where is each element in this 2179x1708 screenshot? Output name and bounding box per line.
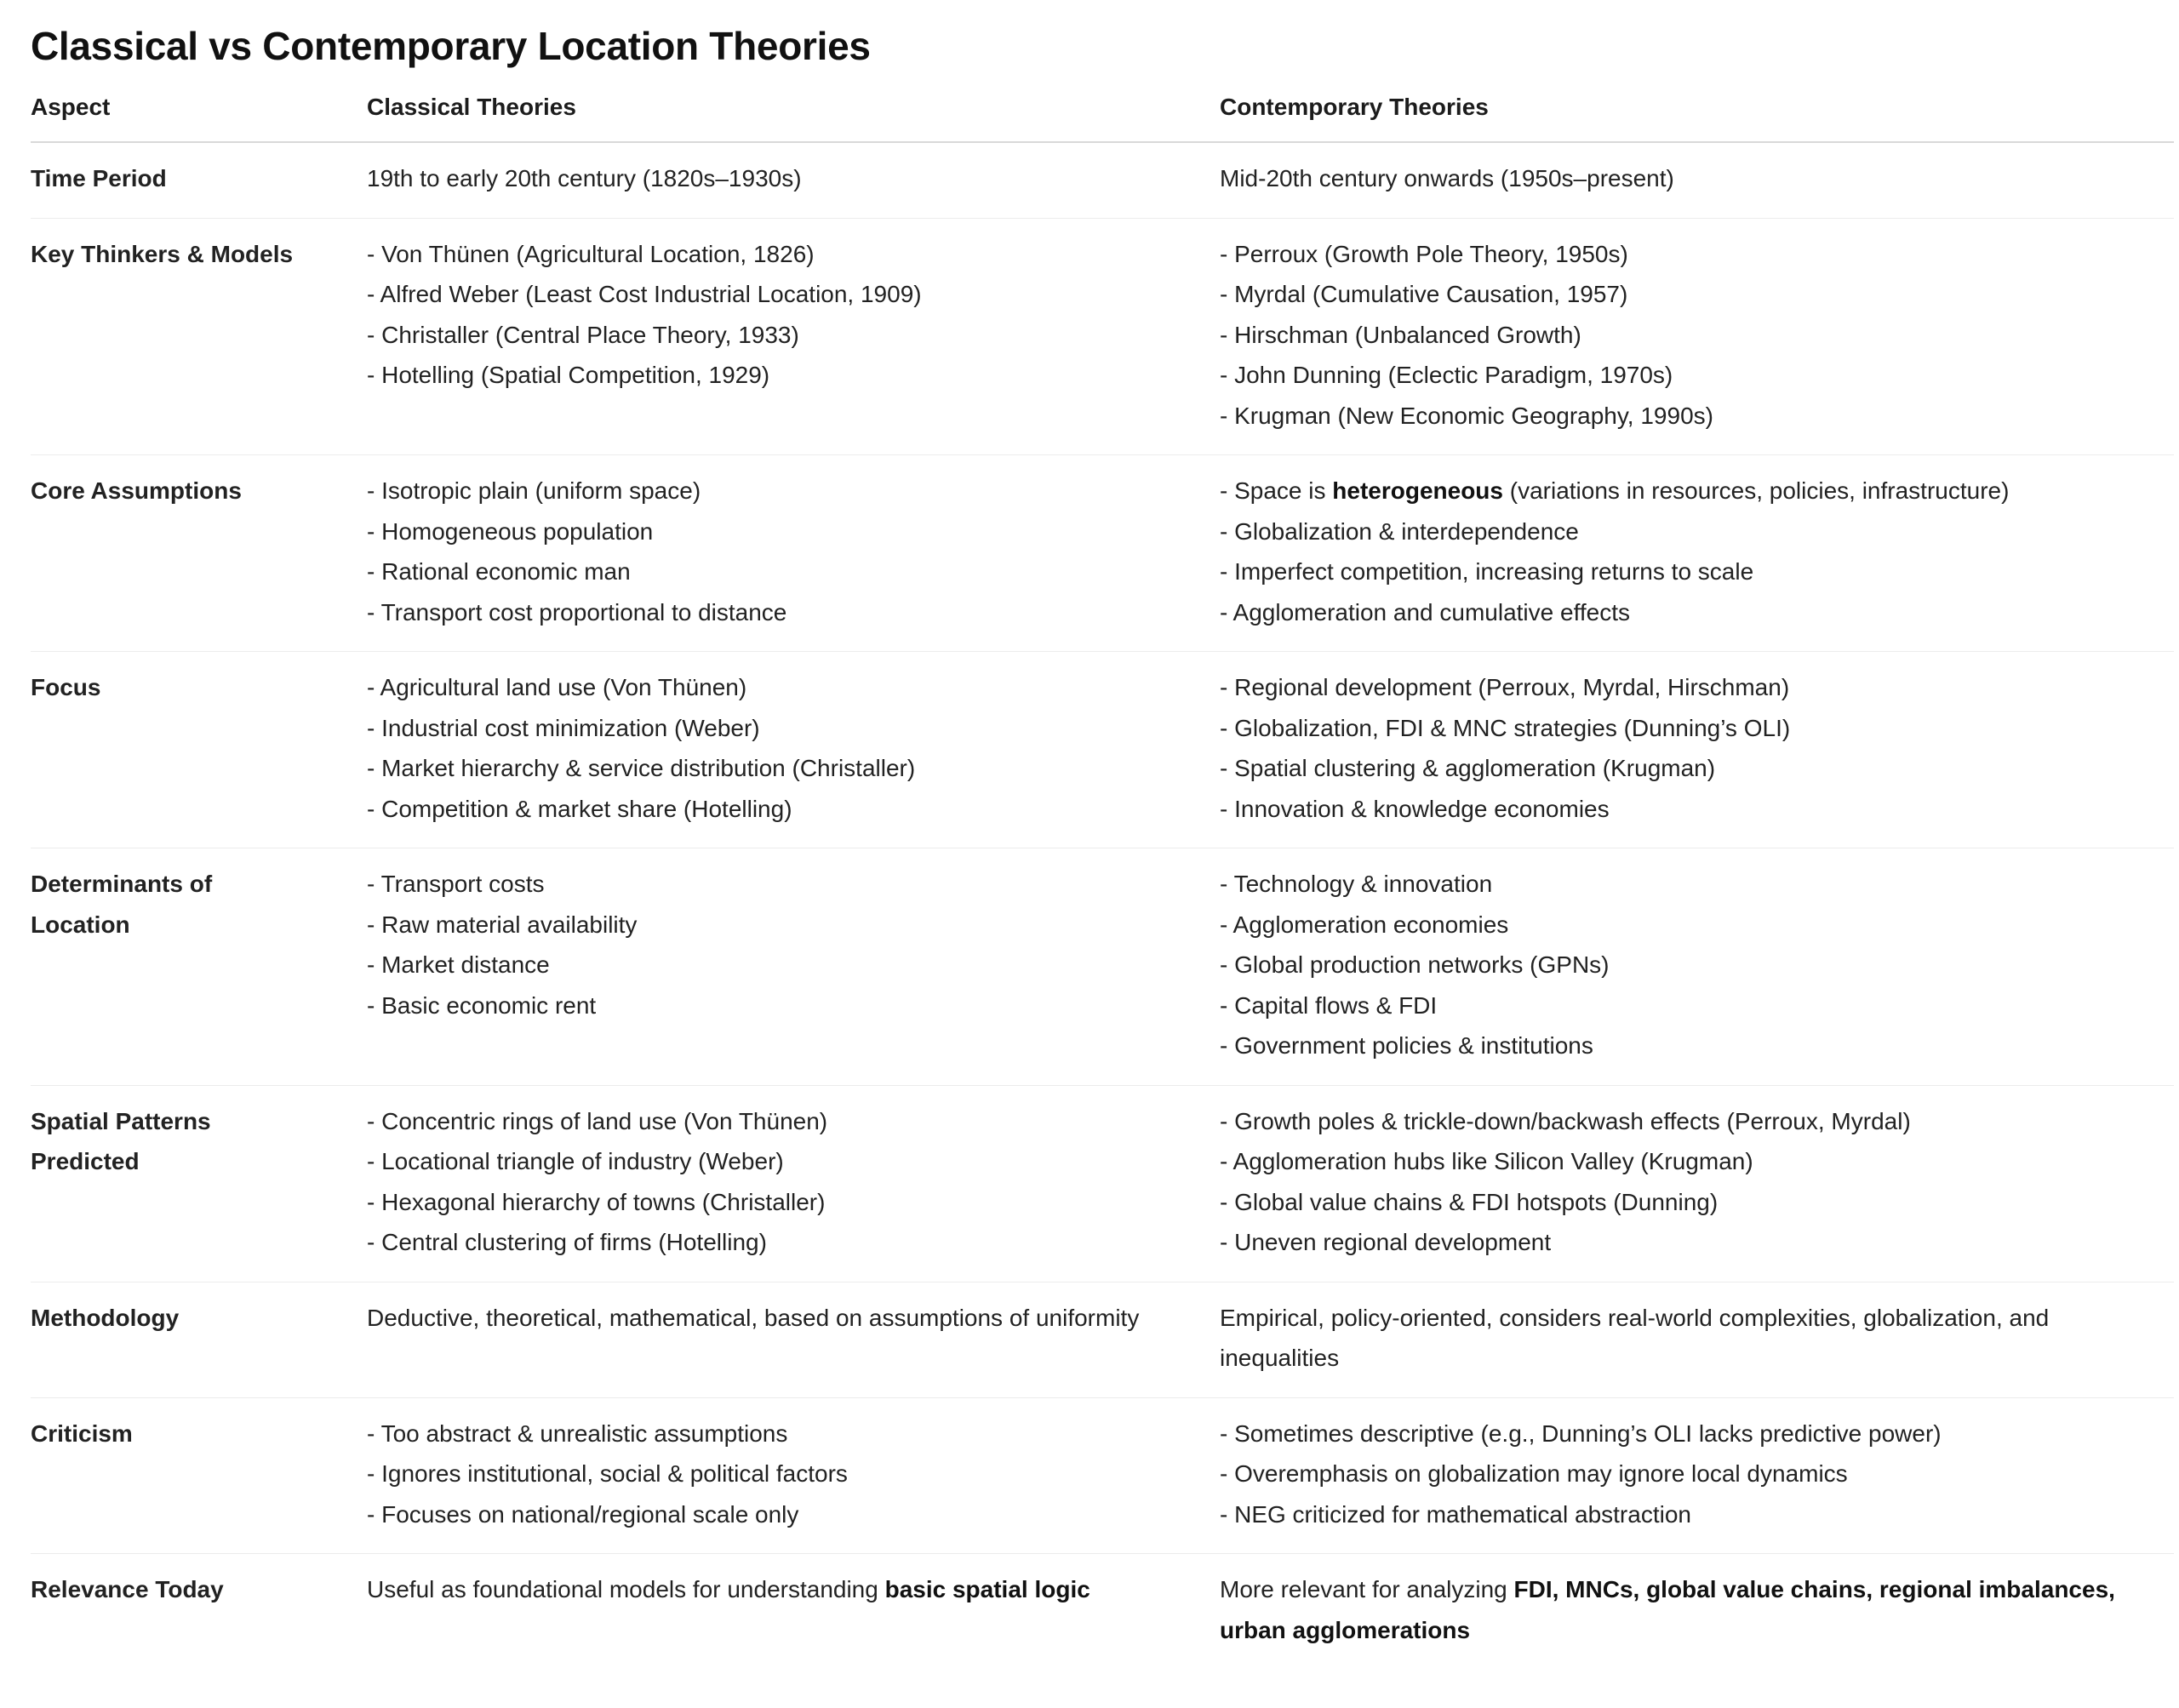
list-item: - Hirschman (Unbalanced Growth): [1220, 321, 1581, 348]
list-item: - John Dunning (Eclectic Paradigm, 1970s): [1220, 362, 1673, 388]
table-row: [31, 1554, 2174, 1670]
emphasis-text: basic spatial logic: [884, 1576, 1090, 1602]
contemporary-cell: [1220, 455, 2174, 652]
contemporary-cell: [1220, 652, 2174, 848]
list-item: - Christaller (Central Place Theory, 1933): [367, 321, 799, 348]
list-item: - Regional development (Perroux, Myrdal, Hirschman): [1220, 674, 1790, 700]
classical-text: [367, 1569, 1203, 1610]
list-item-text: - Space is: [1220, 477, 1333, 504]
list-item: - Innovation & knowledge economies: [1220, 795, 1610, 822]
table-row: [31, 1085, 2174, 1282]
comparison-table: [31, 87, 2174, 1669]
list-item: - Industrial cost minimization (Weber): [367, 714, 760, 741]
list-item: - Overemphasis on globalization may ignore local dynamics: [1220, 1460, 1848, 1487]
list-item: - Basic economic rent: [367, 991, 597, 1019]
list-item: - Globalization, FDI & MNC strategies (Dunning’s OLI): [1220, 714, 1791, 741]
list-item: - Uneven regional development: [1220, 1229, 1552, 1255]
list-item: [1220, 471, 2157, 511]
list-item: - Market hierarchy & service distribution (Christaller): [367, 755, 916, 781]
list-item: - Ignores institutional, social & political factors: [367, 1460, 848, 1487]
list-item: - Market distance: [367, 951, 550, 978]
table-header-row: [31, 87, 2174, 142]
classical-cell: [367, 1282, 1220, 1397]
aspect-cell: Methodology: [31, 1282, 367, 1397]
page-title: Classical vs Contemporary Location Theories: [31, 24, 871, 68]
aspect-cell: [31, 848, 367, 1086]
list-item: - Agglomeration economies: [1220, 911, 1509, 938]
contemporary-cell: [1220, 142, 2174, 218]
list-item: - Concentric rings of land use (Von Thünen): [367, 1107, 828, 1134]
contemporary-cell: [1220, 218, 2174, 455]
list-item: - Isotropic plain (uniform space): [367, 477, 701, 504]
classical-cell: [367, 1085, 1220, 1282]
list-item: - Global production networks (GPNs): [1220, 951, 1610, 978]
list-item: - Growth poles & trickle-down/backwash effects (Perroux, Myrdal): [1220, 1107, 1911, 1134]
list-item: - Too abstract & unrealistic assumptions: [367, 1420, 788, 1447]
list-item: - Spatial clustering & agglomeration (Krugman): [1220, 755, 1716, 781]
list-item: - Focuses on national/regional scale only: [367, 1500, 799, 1528]
classical-cell: [367, 455, 1220, 652]
contemporary-text: Empirical, policy-oriented, considers real-world complexities, globalization, and inequalities: [1220, 1304, 2050, 1371]
table-row: [31, 1282, 2174, 1397]
classical-cell: [367, 218, 1220, 455]
aspect-cell: Core Assumptions: [31, 455, 367, 652]
column-header-classical: Classical Theories: [367, 87, 1220, 142]
relevance-text: Useful as foundational models for understanding: [367, 1576, 885, 1602]
list-item: - Homogeneous population: [367, 517, 654, 545]
classical-text: 19th to early 20th century (1820s–1930s): [367, 165, 802, 191]
list-item: - Hexagonal hierarchy of towns (Christaller): [367, 1188, 826, 1215]
contemporary-cell: [1220, 1282, 2174, 1397]
contemporary-text: [1220, 1569, 2139, 1650]
classical-cell: [367, 1554, 1220, 1670]
aspect-cell: Relevance Today: [31, 1576, 224, 1602]
list-item: - Agglomeration hubs like Silicon Valley (Krugman): [1220, 1148, 1753, 1174]
aspect-label: Spatial Patterns Predicted: [31, 1107, 211, 1174]
list-item: - Von Thünen (Agricultural Location, 1826): [367, 240, 815, 267]
list-item: - Agglomeration and cumulative effects: [1220, 598, 1630, 626]
aspect-cell: Criticism: [31, 1397, 367, 1554]
list-item: - Rational economic man: [367, 558, 631, 585]
list-item: - Globalization & interdependence: [1220, 517, 1579, 545]
list-item: - Locational triangle of industry (Weber): [367, 1148, 784, 1174]
list-item: - NEG criticized for mathematical abstraction: [1220, 1500, 1691, 1528]
list-item: - Central clustering of firms (Hotelling): [367, 1229, 767, 1255]
list-item: - Global value chains & FDI hotspots (Dunning): [1220, 1188, 1719, 1215]
aspect-cell: Time Period: [31, 142, 367, 218]
table-row: [31, 848, 2174, 1086]
aspect-cell: [31, 1085, 367, 1282]
contemporary-cell: [1220, 1085, 2174, 1282]
list-item: - Government policies & institutions: [1220, 1032, 1593, 1059]
table-row: [31, 218, 2174, 455]
aspect-cell: Key Thinkers & Models: [31, 218, 367, 455]
emphasis-text: FDI, MNCs, global value chains, regional imbalances, urban agglomerations: [1220, 1576, 2115, 1643]
classical-text: Deductive, theoretical, mathematical, based on assumptions of uniformity: [367, 1304, 1140, 1331]
list-item: - Imperfect competition, increasing returns to scale: [1220, 558, 1754, 585]
list-item-text: (variations in resources, policies, infrastructure): [1502, 477, 2010, 504]
list-item: - Raw material availability: [367, 911, 638, 938]
list-item: - Hotelling (Spatial Competition, 1929): [367, 362, 770, 388]
list-item: - Alfred Weber (Least Cost Industrial Location, 1909): [367, 281, 922, 307]
classical-cell: [367, 142, 1220, 218]
column-header-aspect: Aspect: [31, 87, 367, 142]
list-item: - Technology & innovation: [1220, 871, 1493, 897]
table-row: [31, 142, 2174, 218]
list-item: - Perroux (Growth Pole Theory, 1950s): [1220, 240, 1628, 267]
classical-cell: [367, 848, 1220, 1086]
list-item: - Sometimes descriptive (e.g., Dunning’s OLI lacks predictive power): [1220, 1420, 1942, 1447]
contemporary-cell: [1220, 1554, 2174, 1670]
table-row: [31, 455, 2174, 652]
contemporary-cell: [1220, 1397, 2174, 1554]
list-item: - Transport cost proportional to distance: [367, 598, 787, 626]
contemporary-cell: [1220, 848, 2174, 1086]
list-item: - Agricultural land use (Von Thünen): [367, 674, 747, 700]
classical-cell: [367, 1397, 1220, 1554]
list-item: - Competition & market share (Hotelling): [367, 795, 792, 822]
list-item: - Transport costs: [367, 871, 545, 897]
aspect-label: Determinants of Location: [31, 871, 213, 938]
column-header-contemporary: Contemporary Theories: [1220, 87, 2174, 142]
list-item: - Krugman (New Economic Geography, 1990s): [1220, 402, 1713, 429]
contemporary-text: Mid-20th century onwards (1950s–present): [1220, 165, 1674, 191]
emphasis-text: heterogeneous: [1332, 477, 1503, 504]
classical-cell: [367, 652, 1220, 848]
aspect-cell: Focus: [31, 652, 367, 848]
list-item: - Capital flows & FDI: [1220, 991, 1438, 1019]
table-row: [31, 652, 2174, 848]
relevance-text: More relevant for analyzing: [1220, 1576, 1514, 1602]
list-item: - Myrdal (Cumulative Causation, 1957): [1220, 281, 1628, 307]
table-row: [31, 1397, 2174, 1554]
